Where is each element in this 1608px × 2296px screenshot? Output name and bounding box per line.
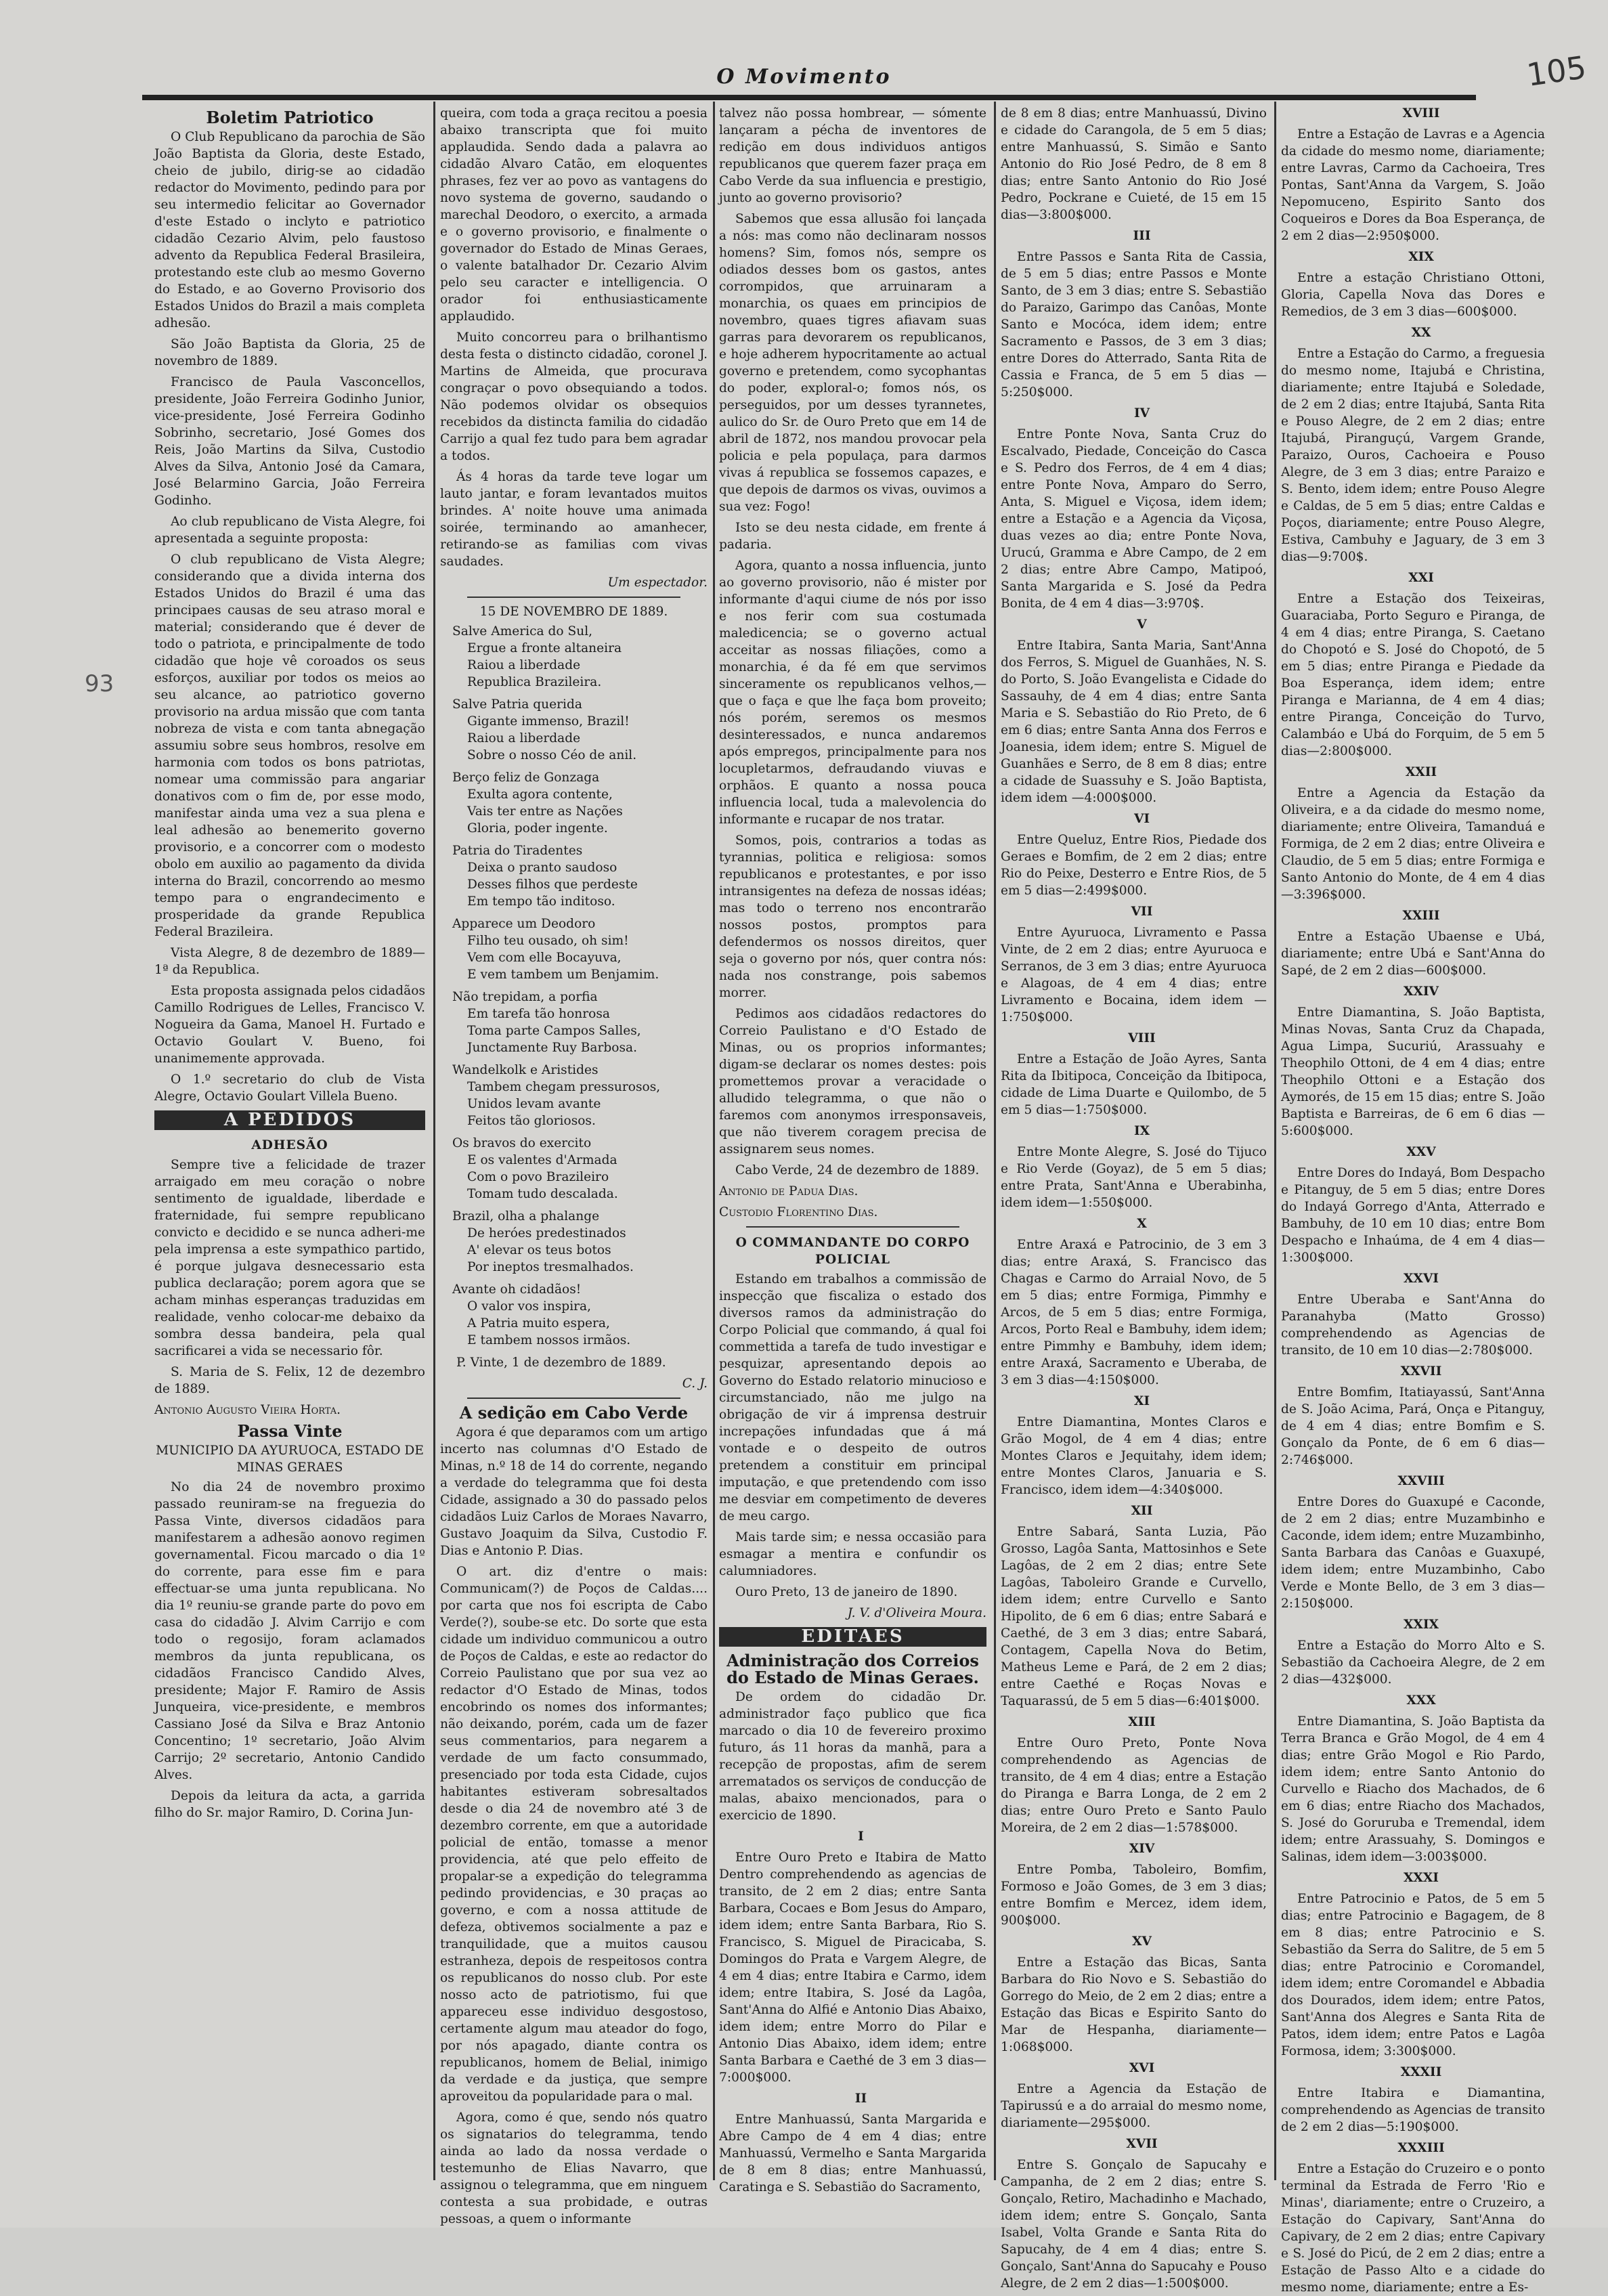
section-number: XXV xyxy=(1406,1145,1436,1159)
article-title: Boletim Patriotico xyxy=(206,108,374,127)
paragraph: Entre Ouro Preto e Itabira de Matto Dentro comprehendendo as agencias de transito, de 2 em 2 dias; entre Santa Barbara, Cocaes e Bom Jesus do Amparo, idem idem; entre Santa Barbara, Rio S. Francisco, S. Miguel de Piracicaba, S. Domingos do Prata e Vargem Alegre, de 4 em 4 dias; entre Itabira e Carmo, idem idem; entre Itabira, S. José da Lagôa, Sant'Anna do Alfié e Antonio Dias Abaixo, idem idem; entre Morro do Pilar e Antonio Dias Abaixo, idem idem; entre Santa Barbara e Caethé de 3 em 3 dias—7:000$000. xyxy=(719,1850,986,2085)
paragraph: Entre Araxá e Patrocinio, de 3 em 3 dias; entre Araxá, S. Francisco das Chagas e Carmo do Arraial Novo, de 5 em 5 dias; entre Formiga, Pimmhy e Arcos, de 5 em 5 dias; entre Formiga, Arcos, Porto Real e Bambuhy, idem idem; entre Pimmhy e Bambuhy, idem idem; entre Araxá, Sacramento e Uberaba, de 3 em 3 dias—4:150$000. xyxy=(1001,1238,1267,1387)
article-title: A sedição em Cabo Verde xyxy=(459,1403,689,1423)
poem-line: E os valentes d'Armada xyxy=(467,1153,617,1167)
section-number: XII xyxy=(1131,1504,1153,1518)
paragraph: S. Maria de S. Felix, 12 de dezembro de 1889. xyxy=(154,1365,425,1396)
poem-line: Patria do Tiradentes xyxy=(452,844,583,858)
paragraph: Entre a Estação Ubaense e Ubá, diariamente; entre Ubá e Sant'Anna do Sapé, de 2 em 2 dias—600$000. xyxy=(1281,930,1545,978)
signature: Custodio Florentino Dias. xyxy=(719,1205,878,1219)
paragraph: O club republicano de Vista Alegre; considerando que a divida interna dos Estados Unidos do Brazil é uma das principaes causas de seu atraso moral e material; considerando que é dever de todo o patriota, e principalmente de todo cidadão que hoje vê coroados os seus esforços, auxiliar por todos os meios ao seu alcance, ao patriotico governo provisorio na ardua missão que com tanta nobreza de vista e com tanta abnegação assumiu sobre seus hombros, resolve em harmonia com todos os bons patriotas, nomear uma commissão para angariar donativos com o fim de, por esse modo, manifestar ainda uma vez a sua plena e leal adhesão ao benemerito governo provisorio, e a concorrer com o modesto obolo em auxilio ao pagamento da divida interna do Brazil, concorrendo ao mesmo tempo para o engrandecimento e prosperidade da grande Republica Federal Brazileira. xyxy=(154,553,425,939)
poem-stanza xyxy=(452,1135,708,1203)
dateline: P. Vinte, 1 de dezembro de 1889. xyxy=(456,1356,666,1370)
section-number: XI xyxy=(1133,1394,1150,1408)
poem-title: 15 DE NOVEMBRO DE 1889. xyxy=(479,605,668,619)
poem-line: Feitos tão gloriosos. xyxy=(467,1114,596,1128)
paragraph: Vista Alegre, 8 de dezembro de 1889—1ª da Republica. xyxy=(154,946,425,977)
paragraph: Entre Dores do Indayá, Bom Despacho e Pitanguy, de 5 em 5 dias; entre Dores do Indayá Gorrego d'Anta, Atterrado e Bambuhy, de 10 em 10 dias; entre Bom Despacho e Inhaúma, de 4 em 4 dias—1:300$000. xyxy=(1281,1166,1545,1265)
paragraph: Entre a Estação do Carmo, a freguesia do mesmo nome, Itajubá e Christina, diariamente; entre Itajubá e Soledade, de 2 em 2 dias; entre Itajubá, Santa Rita e Pouso Alegre, de 2 em 2 dias; entre Itajubá, Piranguçú, Vargem Grande, Paraizo, Ouros, Cachoeira e Pouso Alegre, de 3 em 3 dias; entre Paraizo e S. Bento, idem idem; entre Pouso Alegre e Caldas, de 5 em 5 dias; entre Caldas e Poços, diariamente; entre Pouso Alegre, Estiva, Cambuhy e Jaguary, de 3 em 3 dias—9:700$. xyxy=(1281,347,1545,564)
poem-line: Por ineptos tresmalhados. xyxy=(467,1260,634,1274)
poem xyxy=(440,623,708,1349)
section-number: IV xyxy=(1133,406,1150,420)
paragraph: Entre Pomba, Taboleiro, Bomfim, Formoso e João Gomes, de 3 em 3 dias; entre Bomfim e Mercez, idem idem, 900$000. xyxy=(1001,1863,1267,1928)
section-number: XXX xyxy=(1406,1693,1436,1708)
paragraph: No dia 24 de novembro proximo passado reuniram-se na freguezia do Passa Vinte, diversos cidadãos para manifestarem a adhesão aonovo regimen governamental. Ficou marcado o dia 1º do corrente, para esse fim e para effectuar-se uma junta republicana. No dia 1º reuniu-se grande parte do povo em casa do cidadão J. Alvim Carrijo e com todo o regosijo, foram aclamados membros da junta republicana, os cidadãos Francisco Candido Alves, presidente; Major F. Ramiro de Assis Junqueira, vice-presidente, e membros Cassiano José da Silva e Braz Antonio Concentino; 1º secretario, João Alvim Carrijo; 2º secretario, Antonio Candido Alves. xyxy=(154,1480,425,1782)
poem-line: Republica Brazileira. xyxy=(467,675,602,689)
divider xyxy=(467,597,680,598)
section-number: VII xyxy=(1131,905,1153,919)
section-number: XXIX xyxy=(1404,1618,1439,1632)
paragraph: Agora é que deparamos com um artigo incerto nas columnas d'O Estado de Minas, n.º 18 de 14 do corrente, negando a verdade do telegramma que foi desta Cidade, assignado a 30 do passado pelos cidadãos Luiz Carlos de Moraes Navarro, Gustavo Joaquim da Silva, Custodio F. Dias e Antonio P. Dias. xyxy=(440,1425,708,1558)
section-number: XXXII xyxy=(1400,2065,1442,2079)
section-band: EDITAES xyxy=(719,1627,986,1647)
paragraph: Entre a Estação do Cruzeiro e o ponto terminal da Estrada de Ferro 'Rio e Minas', diariamente; entre o Cruzeiro, a Estação do Capivary, Sant'Anna do Capivary, de 2 em 2 dias; entre Capivary e S. José do Picú, de 2 em 2 dias; entre a Estação de Passo Alto e a cidade do mesmo nome, diariamente; entre a Es- xyxy=(1281,2162,1545,2295)
paragraph: Entre Diamantina, S. João Baptista, Minas Novas, Santa Cruz da Chapada, Agua Limpa, Sucuriú, Arassuahy e Theophilo Ottoni, de 4 em 4 dias; entre Theophilo Ottoni e a Estação dos Aymorés, de 15 em 15 dias; entre S. João Baptista e Barreiras, de 6 em 6 dias —5:600$000. xyxy=(1281,1005,1545,1138)
poem-line: E tambem nossos irmãos. xyxy=(467,1333,631,1347)
signature: Um espectador. xyxy=(607,576,708,590)
section-number: X xyxy=(1137,1217,1147,1231)
poem-line: Berço feliz de Gonzaga xyxy=(452,771,600,785)
divider xyxy=(467,1398,680,1399)
paragraph: Entre Sabará, Santa Luzia, Pão Grosso, Lagôa Santa, Mattosinhos e Sete Lagôas, de 2 em 2 dias; entre Sete Lagôas, Taboleiro Grande e Curvello, idem idem; entre Curvello e Santo Hipolito, de 6 em 6 dias; entre Sabará e Caethé, de 3 em 3 dias; entre Sabará, Contagem, Capella Nova do Betim, Matheus Leme e Pará, de 2 em 2 dias; entre Caethé e Roças Novas e Taquarassú, de 5 em 5 dias—6:401$000. xyxy=(1001,1525,1267,1708)
poem-line: Raiou a liberdade xyxy=(467,658,581,672)
divider xyxy=(746,1226,959,1228)
section-number: XIX xyxy=(1408,250,1434,264)
paragraph: Francisco de Paula Vasconcellos, presidente, João Ferreira Godinho Junior, vice-presidente, José Ferreira Godinho Sobrinho, secretario, José Gomes dos Reis, João Martins da Silva, Custodio Alves da Silva, Antonio José da Camara, José Belarmino Garcia, João Ferreira Godinho. xyxy=(154,375,425,508)
paragraph: Estando em trabalhos a commissão de inspecção que fiscaliza o estado dos diversos ramos da administração do Corpo Policial que commando, á qual foi commettida a tarefa de tudo investigar e pesquizar, apresentando depois ao Governo do Estado relatorio minucioso e circumstanciado, não me julgo na obrigação de vir á imprensa destruir increpações infundadas que á má vontade e o despeito de outros pretendem a constituir em principal imputação, e que pretendendo com isso me desviar em competimento de deveres de meu cargo. xyxy=(719,1272,986,1523)
paragraph: Depois da leitura da acta, a garrida filho do Sr. major Ramiro, D. Corina Jun- xyxy=(154,1789,425,1820)
paragraph: Ao club republicano de Vista Alegre, foi apresentada a seguinte proposta: xyxy=(154,515,425,546)
poem-line: Desses filhos que perdeste xyxy=(467,878,638,892)
column-rule xyxy=(433,102,435,2180)
section-number: XXIV xyxy=(1404,984,1439,999)
poem-line: Junctamente Ruy Barbosa. xyxy=(467,1041,638,1055)
poem-line: Toma parte Campos Salles, xyxy=(467,1024,641,1038)
section-number: XXVI xyxy=(1404,1272,1439,1286)
paragraph: Entre Patrocinio e Patos, de 5 em 5 dias; entre Patrocinio e Bagagem, de 8 em 8 dias; entre Patrocinio e S. Sebastião da Serra do Salitre, de 5 em 5 dias; entre Patrocinio e Coromandel, idem idem; entre Coromandel e Abbadia dos Dourados, idem idem; entre Patos, Sant'Anna dos Alegres e Santa Rita de Patos, idem idem; entre Patos e Lagôa Formosa, idem; 3:300$000. xyxy=(1281,1892,1545,2058)
article-title: Administração dos Correios do Estado de Minas Geraes. xyxy=(726,1651,979,1687)
paragraph: Sabemos que essa allusão foi lançada a nós: mas como não declinaram nossos homens? Sim, fomos nós, sempre os odiados desses bom os gastos, antes corrompidos, que arruinaram a monarchia, os quaes em principios de novembro, quaes tigres afiavam suas garras para devorarem os republicanos, e hoje adherem hypocritamente ao actual governo e pretendem, como sycophantas do poder, exploral-o; fomos nós, os perseguidos, por um desses tyrannetes, aulico do Sr. de Ouro Preto que em 14 de abril de 1872, nos mandou provocar pela policia e pela populaça, para darmos vivas á republica se fossemos capazes, e que depois de darmos os vivas, ouvimos a sua vez: Fogo! xyxy=(719,212,986,514)
poem-line: Brazil, olha a phalange xyxy=(452,1209,600,1223)
section-number: XXIII xyxy=(1402,909,1440,923)
paragraph: Agora, quanto a nossa influencia, junto ao governo provisorio, não é mister por informante d'aqui ciume de nós por isso e nos ferir com sua costumada maledicencia; se o governo actual acceitar as nossas filiações, como a monarchia, é da fé em que servimos sinceramente os republicanos velhos,— que o faça e que lhe faça bom proveito; nós porém, seremos os mesmos desinteressados, e nunca andaremos após empregos, principalmente para nos locupletarmos, defraudando viuvas e orphãos. E quanto a nossa pouca influencia local, tuda a malevolencia do informante e rucapar de nos tratar. xyxy=(719,559,986,827)
paragraph: Esta proposta assignada pelos cidadãos Camillo Rodrigues de Lelles, Francisco V. Nogueira da Gama, Manoel H. Furtado e Octavio Goulart V. Bueno, foi unanimemente approvada. xyxy=(154,984,425,1066)
paragraph: Pedimos aos cidadãos redactores do Correio Paulistano e d'O Estado de Minas, ou os proprios informantes; digam-se declarar os nomes destes: pois promettemos provar a veracidade o alludido telegramma, o que não o faremos com anonymos irresponsaveis, que não tiverem coragem precisa de assignarem seus nomes. xyxy=(719,1007,986,1156)
poem-line: Sobre o nosso Céo de anil. xyxy=(467,748,637,762)
column-1 xyxy=(154,105,425,2177)
paragraph: Entre Itabira, Santa Maria, Sant'Anna dos Ferros, S. Miguel de Guanhães, N. S. do Porto, S. João Evangelista e Cidade do Sassauhy, de 4 em 4 dias; entre Santa Maria e S. Sebastião do Rio Preto, de 6 em 6 dias; entre Santa Anna dos Ferros e Joanesia, idem idem; entre S. Miguel de Guanhães e Serro, de 8 em 8 dias; entre a cidade de Suassuhy e S. João Baptista, idem idem —4:000$000. xyxy=(1001,638,1267,805)
poem-stanza xyxy=(452,623,708,691)
paragraph: O Club Republicano da parochia de São João Baptista da Gloria, deste Estado, cheio de jubilo, dirig-se ao cidadão redactor do Movimento, pedindo para por seu intermedio felicitar ao Governador d'este Estado o inclyto e patriotico cidadão Cezario Alvim, pelo faustoso advento da Republica Federal Brasileira, protestando este club ao mesmo Governo do Estado, e ao Governo Provisorio dos Estados Unidos do Brazil a mais completa adhesão. xyxy=(154,130,425,330)
poem-line: Gloria, poder ingente. xyxy=(467,821,608,836)
section-number: XXI xyxy=(1408,571,1434,585)
poem-line: O valor vos inspira, xyxy=(467,1299,592,1314)
section-number: XXII xyxy=(1405,765,1437,779)
paragraph: Mais tarde sim; e nessa occasião para esmagar a mentira e confundir os calumniadores. xyxy=(719,1530,986,1578)
paragraph: Entre a estação Christiano Ottoni, Gloria, Capella Nova das Dores e Remedios, de 3 em 3 dias—600$000. xyxy=(1281,271,1545,319)
poem-stanza xyxy=(452,1281,708,1349)
poem-line: Deixa o pranto saudoso xyxy=(467,861,617,875)
running-head: O Movimento xyxy=(716,65,892,89)
subtitle: MUNICIPIO DA AYURUOCA, ESTADO DE MINAS GERAES xyxy=(156,1444,424,1475)
paragraph: Entre Ayuruoca, Livramento e Passa Vinte, de 2 em 2 dias; entre Ayuruoca e Serranos, de 3 em 3 dias; entre Ayuruoca e Alagoas, de 4 em 4 dias; entre Livramento e Bocaina, idem idem —1:750$000. xyxy=(1001,926,1267,1024)
column-3 xyxy=(719,105,986,2194)
article-title: Passa Vinte xyxy=(237,1421,343,1441)
poem-line: A Patria muito espera, xyxy=(467,1316,610,1330)
paragraph: Entre Diamantina, Montes Claros e Grão Mogol, de 4 em 4 dias; entre Montes Claros e Jequitahy, idem idem; entre Montes Claros, Januaria e S. Francisco, idem idem—4:340$000. xyxy=(1001,1415,1267,1497)
paragraph: Entre a Estação de Lavras e a Agencia da cidade do mesmo nome, diariamente; entre Lavras, Carmo da Cachoeira, Tres Pontas, Sant'Anna da Vargem, S. João Nepomuceno, Espirito Santo dos Coqueiros e Dores da Boa Esperança, de 2 em 2 dias—2:950$000. xyxy=(1281,127,1545,243)
poem-line: Tambem chegam pressurosos, xyxy=(467,1080,661,1094)
poem-stanza xyxy=(452,769,708,837)
section-number: XXVIII xyxy=(1397,1474,1445,1488)
poem-line: Avante oh cidadãos! xyxy=(452,1282,582,1297)
paragraph: Entre Itabira e Diamantina, comprehendendo as Agencias de transito de 2 em 2 dias—5:190$000. xyxy=(1281,2086,1546,2134)
section-number: XXXIII xyxy=(1397,2141,1445,2155)
paragraph: Entre a Agencia da Estação de Tapirussú e a do arraial do mesmo nome, diariamente—295$000. xyxy=(1001,2082,1267,2130)
paragraph: Entre a Estação do Morro Alto e S. Sebastião da Cachoeira Alegre, de 2 em 2 dias—432$000. xyxy=(1281,1639,1545,1687)
column-rule xyxy=(1274,102,1276,2180)
section-number: VIII xyxy=(1128,1031,1156,1045)
poem-line: Os bravos do exercito xyxy=(452,1136,592,1150)
poem-line: De heróes predestinados xyxy=(467,1226,626,1240)
column-5 xyxy=(1281,105,1546,2295)
poem-line: Com o povo Brazileiro xyxy=(467,1170,609,1184)
poem-stanza xyxy=(452,1062,708,1129)
section-number: XX xyxy=(1411,326,1431,340)
poem-line: Em tempo tão inditoso. xyxy=(467,894,615,909)
paragraph: Entre Queluz, Entre Rios, Piedade dos Geraes e Bomfim, de 2 em 2 dias; entre Rio do Peixe, Desterro e Entre Rios, de 5 em 5 dias—2:499$000. xyxy=(1001,833,1267,898)
poem-line: Ergue a fronte altaneira xyxy=(467,641,622,655)
poem-line: Salve America do Sul, xyxy=(452,624,593,638)
poem-line: Raiou a liberdade xyxy=(467,731,581,745)
column-4 xyxy=(1001,105,1267,2291)
section-heading: O COMMANDANTE DO CORPO POLICIAL xyxy=(735,1236,970,1267)
poem-line: Vais ter entre as Nações xyxy=(467,804,623,819)
paragraph: queira, com toda a graça recitou a poesia abaixo transcripta que foi muito applaudida. Sendo dada a palavra ao cidadão Alvaro Catão, em eloquentes phrases, fez ver ao povo as vantagens do novo systema de governo, saudando o marechal Deodoro, o exercito, a armada e o governo provisorio, e finalmente o governador do Estado de Minas Geraes, o valente batalhador Dr. Cezario Alvim pelo seu caracter e intelligencia. O orador foi enthusiasticamente applaudido. xyxy=(440,106,708,324)
section-number: III xyxy=(1133,229,1151,243)
paragraph: Entre S. Gonçalo de Sapucahy e Campanha, de 2 em 2 dias; entre S. Gonçalo, Retiro, Machadinho e Machado, idem idem; entre S. Gonçalo, Santa Isabel, Volta Grande e Santa Rita do Sapucahy, de 4 em 4 dias; entre S. Gonçalo, Sant'Anna do Sapucahy e Pouso Alegre, de 2 em 2 dias—1:500$000. xyxy=(1001,2158,1267,2291)
section-number: XVII xyxy=(1126,2137,1158,2151)
poem-stanza xyxy=(452,1208,708,1276)
poem-line: Unidos levam avante xyxy=(467,1097,601,1111)
poem-stanza xyxy=(452,915,708,983)
poem-line: Vem com elle Bocayuva, xyxy=(467,951,622,965)
section-number: XXVII xyxy=(1400,1364,1442,1379)
column-2 xyxy=(440,105,708,2226)
paragraph: de 8 em 8 dias; entre Manhuassú, Divino e cidade do Carangola, de 5 em 5 dias; entre Manhuassú, S. Simão e Santo Antonio do Rio José Pedro, de 8 em 8 dias; entre Santo Antonio do Rio José Pedro, Pockrane e Cuieté, de 15 em 15 dias—3:800$000. xyxy=(1001,106,1267,222)
poem-line: Exulta agora contente, xyxy=(467,787,613,802)
poem-line: Salve Patria querida xyxy=(452,697,582,712)
poem-line: A' elevar os teus botos xyxy=(467,1243,611,1257)
paragraph: Entre Ponte Nova, Santa Cruz do Escalvado, Piedade, Conceição do Casca e S. Pedro dos Ferros, de 4 em 4 dias; entre Ponte Nova, Amparo do Serro, Anta, S. Miguel e Viçosa, idem idem; entre a Estação e a Agencia da Viçosa, duas vezes ao dia; entre Ponte Nova, Urucú, Gramma e Abre Campo, de 2 em 2 dias; entre Abre Campo, Matipoó, Santa Margarida e S. José da Pedra Bonita, de 4 em 4 dias—3:970$. xyxy=(1001,427,1267,611)
poem-line: Apparece um Deodoro xyxy=(452,917,596,931)
paragraph: Entre Manhuassú, Santa Margarida e Abre Campo de 4 em 4 dias; entre Manhuassú, Vermelho e Santa Margarida de 8 em 8 dias; entre Manhuassú, Caratinga e S. Sebastião do Sacramento, xyxy=(719,2113,986,2194)
section-number: VI xyxy=(1133,812,1150,826)
poem-stanza xyxy=(452,842,708,910)
paragraph: Sempre tive a felicidade de trazer arraigado em meu coração o nobre sentimento de igualdade, liberdade e fraternidade, fui sempre republicano convicto e decidido e se nunca adheri-me pela imprensa a este sympathico partido, é porque julgava desnecessario esta publica declaração; porem agora que se acham minhas esperanças traduzidas em realidade, venho colocar-me debaixo da sombra dessa bandeira, pela qual sacrificarei a vida se necessario fôr. xyxy=(154,1158,425,1358)
paragraph: Isto se deu nesta cidade, em frente á padaria. xyxy=(719,521,986,552)
signature: C. J. xyxy=(682,1377,708,1391)
paragraph: O art. diz d'entre o mais: Communicam(?) de Poços de Caldas.... por carta que nos foi escripta de Cabo Verde(?), soube-se etc. Do sorte que esta cidade um individuo communicou a outro de Poços de Caldas, e este ao redactor do Correio Paulistano que por sua vez ao redactor d'O Estado de Minas, todos encobrindo os nomes dos informantes; não deixando, porém, cada um de fazer seus commentarios, para negarem a verdade de um facto consummado, presenciado por toda esta Cidade, cujos habitantes estiveram sobresaltados desde o dia 24 de novembro até 3 de dezembro corrente, em que a autoridade policial de então, tomasse a menor providencia, até que pelo effeito de propalar-se a expedição do telegramma pedindo providencias, e 30 praças ao governo, e com a nossa attitude de defeza, obtivemos socialmente a paz e tranquilidade, que a muitos causou estranheza, depois de respeitosos contra os republicanos do nosso club. Por este nosso acto de patriotismo, fui que appareceu esse individuo desgostoso, certamente algum mau ateador do fogo, por nós apagado, diante contra os republicanos, homem de Belial, inimigo da verdade e da justiça, que sempre aproveitou da popularidade para o mal. xyxy=(440,1565,708,2104)
paragraph: Cabo Verde, 24 de dezembro de 1889. xyxy=(735,1163,980,1177)
paragraph: Muito concorreu para o brilhantismo desta festa o distincto cidadão, coronel J. Martins de Almeida, que procurava congraçar o povo obsequiando a todos. Não podemos olvidar os obsequios recebidos da distincta familia do cidadão Carrijo a qual fez tudo para bem agradar a todos. xyxy=(440,330,708,463)
poem-line: Em tarefa tão honrosa xyxy=(467,1007,610,1021)
paragraph: São João Baptista da Gloria, 25 de novembro de 1889. xyxy=(154,337,425,368)
paragraph: Entre Monte Alegre, S. José do Tijuco e Rio Verde (Goyaz), de 5 em 5 dias; entre Prata, Sant'Anna e Uberabinha, idem idem—1:550$000. xyxy=(1001,1145,1267,1210)
section-number: XIV xyxy=(1129,1842,1155,1856)
section-number: V xyxy=(1137,618,1147,632)
paragraph: Entre Ouro Preto, Ponte Nova comprehendendo as Agencias de transito, de 4 em 4 dias; entre a Estação do Piranga e Barra Longa, de 2 em 2 dias; entre Ouro Preto e Santo Paulo Moreira, de 2 em 2 dias—1:578$000. xyxy=(1001,1736,1267,1835)
section-number: XXXI xyxy=(1404,1871,1439,1885)
paragraph: Entre Bomfim, Itatiayassú, Sant'Anna de S. João Acima, Pará, Onça e Pitanguy, de 4 em 4 dias; entre Bomfim e S. Gonçalo da Ponte, de 6 em 6 dias—2:746$000. xyxy=(1281,1385,1545,1467)
paragraph: Entre a Agencia da Estação da Oliveira, e a da cidade do mesmo nome, diariamente; entre Oliveira, Tamanduá e Formiga, de 2 em 2 dias; entre Oliveira e Claudio, de 5 em 5 dias; entre Formiga e Santo Antonio do Monte, de 4 em 4 dias—3:396$000. xyxy=(1281,786,1545,902)
section-number: XV xyxy=(1132,1934,1152,1949)
poem-stanza xyxy=(452,696,708,764)
signature: J. V. d'Oliveira Moura. xyxy=(847,1606,986,1620)
section-number: I xyxy=(858,1829,864,1844)
poem-line: Tomam tudo descalada. xyxy=(467,1187,618,1201)
paragraph: Agora, como é que, sendo nós quatro os signatarios do telegramma, tendo ainda ao lado da nossa verdade o testemunho de Elias Navarro, que assignou o telegramma, que em ninguem contesta a sua probidade, e outras pessoas, a quem o informante xyxy=(440,2110,708,2226)
poem-line: Gigante immenso, Brazil! xyxy=(467,714,630,729)
section-heading: ADHESÃO xyxy=(251,1138,328,1152)
poem-line: Wandelkolk e Aristides xyxy=(452,1063,599,1077)
top-rule xyxy=(142,95,1476,100)
column-rule xyxy=(713,102,715,2180)
signature: Antonio Augusto Vieira Horta. xyxy=(154,1403,341,1417)
section-number: XVIII xyxy=(1402,106,1440,121)
paragraph: Somos, pois, contrarios a todas as tyrannias, politica e religiosa: somos republicanos e protestantes, e por isso intransigentes na defeza de nossas idéas; mas todo o terreno nos encontrarão nossos postos, promptos para defendermos os nossos direitos, quer seja o governo por nós, quer contra nós: nada nos constrange, pois sabemos morrer. xyxy=(719,833,986,1000)
section-band: A PEDIDOS xyxy=(154,1110,425,1130)
section-number: XIII xyxy=(1128,1715,1156,1729)
paragraph: Entre a Estação de João Ayres, Santa Rita da Ibitipoca, Conceição da Ibitipoca, cidade de Lima Duarte e Quilombo, de 5 em 5 dias—1:750$000. xyxy=(1001,1052,1267,1117)
handwritten-folio: 105 xyxy=(1524,49,1589,93)
paragraph: O 1.º secretario do club de Vista Alegre, Octavio Goulart Villela Bueno. xyxy=(154,1073,425,1104)
paragraph: Entre Passos e Santa Rita de Cassia, de 5 em 5 dias; entre Passos e Monte Santo, de 3 em 3 dias; entre S. Sebastião do Paraizo, Garimpo das Canôas, Monte Santo e Mocóca, idem idem; entre Sacramento e Passos, de 3 em 3 dias; entre Dores do Atterrado, Santa Rita de Cassia e Franca, de 5 em 5 dias —5:250$000. xyxy=(1001,250,1267,399)
poem-stanza xyxy=(452,989,708,1056)
poem-line: Filho teu ousado, oh sim! xyxy=(467,934,629,948)
margin-note: 93 xyxy=(85,670,114,697)
signature: Antonio de Padua Dias. xyxy=(719,1184,859,1198)
paragraph: Entre Dores do Guaxupé e Caconde, de 2 em 2 dias; entre Muzambinho e Caconde, idem idem; entre Muzambinho, Santa Barbara das Canôas e Guaxupé, idem idem; entre Muzambinho, Cabo Verde e Monte Bello, de 3 em 3 dias—2:150$000. xyxy=(1281,1495,1545,1611)
section-number: IX xyxy=(1133,1124,1150,1138)
paragraph: talvez não possa hombrear, — sómente lançaram a pécha de inventores de redição em dous individuos antigos republicanos que querem fazer praça em Cabo Verde da sua influencia e prestigio, junto ao governo provisorio? xyxy=(719,106,986,205)
paragraph: De ordem do cidadão Dr. administrador faço publico que fica marcado o dia 10 de fevereiro proximo futuro, ás 11 horas da manhã, para a recepção de propostas, afim de serem arrematados os serviços de conducção de malas, abaixo mencionados, para o exercicio de 1890. xyxy=(719,1690,986,1823)
paragraph: Entre Diamantina, S. João Baptista da Terra Branca e Grão Mogol, de 4 em 4 dias; entre Grão Mogol e Rio Pardo, idem idem; entre Santo Antonio do Curvello e Riacho dos Machados, de 6 em 6 dias; entre Riacho dos Machados, S. José do Goruruba e Tremendal, idem idem; entre Arassuahy, S. Domingos e Salinas, idem idem—3:003$000. xyxy=(1281,1714,1545,1864)
paragraph: Ouro Preto, 13 de janeiro de 1890. xyxy=(735,1585,958,1599)
section-number: XVI xyxy=(1129,2061,1155,2075)
section-number: II xyxy=(854,2092,867,2106)
paragraph: Entre a Estação das Bicas, Santa Barbara do Rio Novo e S. Sebastião do Gorrego do Meio, de 2 em 2 dias; entre a Estação das Bicas e Espirito Santo do Mar de Hespanha, diariamente—1:068$000. xyxy=(1001,1955,1267,2054)
paragraph: Ás 4 horas da tarde teve logar um lauto jantar, e foram levantados muitos brindes. A' noite houve uma animada soirée, terminando ao amanhecer, retirando-se as familias com vivas saudades. xyxy=(440,470,708,569)
column-rule xyxy=(994,102,996,2180)
paragraph: Entre Uberaba e Sant'Anna do Paranahyba (Matto Grosso) comprehendendo as Agencias de transito, de 10 em 10 dias—2:780$000. xyxy=(1281,1293,1545,1358)
poem-line: Não trepidam, a porfia xyxy=(452,990,598,1004)
poem-line: E vem tambem um Benjamim. xyxy=(467,968,659,982)
paragraph: Entre a Estação dos Teixeiras, Guaraciaba, Porto Seguro e Piranga, de 4 em 4 dias; entre Piranga, S. Caetano do Chopotó e S. José do Chopotó, de 5 em 5 dias; entre Piranga e Piedade da Boa Esperança, idem idem; entre Piranga e Marianna, de 4 em 4 dias; entre Piranga, Conceição do Turvo, Calambáo e Ubá do Forquim, de 5 em 5 dias—2:800$000. xyxy=(1281,592,1545,758)
